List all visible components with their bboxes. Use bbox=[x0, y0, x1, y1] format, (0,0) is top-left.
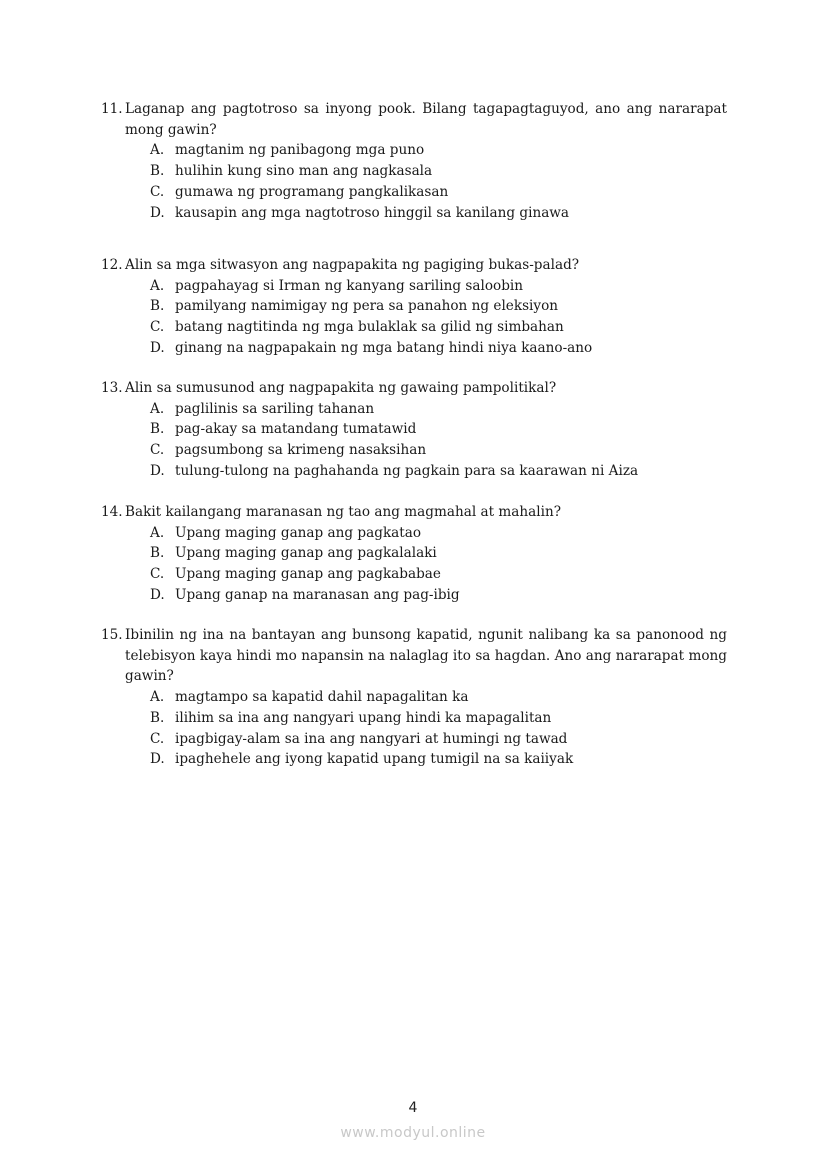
option-text: ginang na nagpapakain ng mga batang hindi niya kaano-ano bbox=[175, 339, 593, 356]
options bbox=[150, 399, 727, 482]
option-item bbox=[150, 749, 727, 770]
option-item bbox=[150, 317, 727, 338]
option-text: ipaghehele ang iyong kapatid upang tumigil na sa kaiiyak bbox=[175, 751, 574, 768]
option-letter: D. bbox=[150, 751, 165, 768]
options bbox=[150, 523, 727, 606]
option-letter: B. bbox=[150, 421, 165, 438]
question-12 bbox=[101, 255, 727, 359]
option-text: gumawa ng programang pangkalikasan bbox=[175, 183, 449, 200]
question-number: 15. bbox=[101, 627, 123, 643]
option-text: Upang ganap na maranasan ang pag-ibig bbox=[175, 586, 460, 603]
option-letter: A. bbox=[150, 689, 165, 706]
option-item bbox=[150, 523, 727, 544]
option-letter: D. bbox=[150, 586, 165, 603]
option-item bbox=[150, 182, 727, 203]
option-letter: C. bbox=[150, 566, 165, 583]
question-text: Alin sa sumusunod ang nagpapakita ng gawaing pampolitikal? bbox=[125, 380, 557, 396]
question-text: Laganap ang pagtotroso sa inyong pook. Bilang tagapagtaguyod, ano ang nararapat mong gawin? bbox=[125, 101, 727, 138]
option-item bbox=[150, 203, 727, 224]
option-text: pamilyang namimigay ng pera sa panahon ng eleksiyon bbox=[175, 298, 559, 315]
question-14 bbox=[101, 502, 727, 606]
question-number: 11. bbox=[101, 101, 123, 117]
question-text: Bakit kailangang maranasan ng tao ang magmahal at mahalin? bbox=[125, 504, 561, 520]
option-text: tulung-tulong na paghahanda ng pagkain para sa kaarawan ni Aiza bbox=[175, 462, 639, 479]
question-number: 14. bbox=[101, 504, 123, 520]
option-text: magtampo sa kapatid dahil napagalitan ka bbox=[175, 689, 469, 706]
option-letter: B. bbox=[150, 163, 165, 180]
option-item bbox=[150, 276, 727, 297]
option-item bbox=[150, 687, 727, 708]
option-letter: C. bbox=[150, 183, 165, 200]
option-text: Upang maging ganap ang pagkatao bbox=[175, 524, 422, 541]
option-item bbox=[150, 708, 727, 729]
option-letter: D. bbox=[150, 204, 165, 221]
option-item bbox=[150, 419, 727, 440]
option-letter: D. bbox=[150, 339, 165, 356]
option-text: ipagbigay-alam sa ina ang nangyari at humingi ng tawad bbox=[175, 730, 568, 747]
option-item bbox=[150, 729, 727, 750]
option-letter: C. bbox=[150, 442, 165, 459]
option-letter: B. bbox=[150, 545, 165, 562]
question-15 bbox=[101, 625, 727, 770]
option-text: pagsumbong sa krimeng nasaksihan bbox=[175, 442, 427, 459]
option-text: Upang maging ganap ang pagkababae bbox=[175, 566, 441, 583]
option-text: Upang maging ganap ang pagkalalaki bbox=[175, 545, 437, 562]
option-letter: C. bbox=[150, 730, 165, 747]
option-item bbox=[150, 461, 727, 482]
option-text: magtanim ng panibagong mga puno bbox=[175, 142, 425, 159]
option-letter: A. bbox=[150, 400, 165, 417]
option-item bbox=[150, 543, 727, 564]
option-item bbox=[150, 296, 727, 317]
question-number: 13. bbox=[101, 380, 123, 396]
option-text: hulihin kung sino man ang nagkasala bbox=[175, 163, 433, 180]
option-text: paglilinis sa sariling tahanan bbox=[175, 400, 375, 417]
question-number: 12. bbox=[101, 257, 123, 273]
option-text: batang nagtitinda ng mga bulaklak sa gilid ng simbahan bbox=[175, 319, 564, 336]
page-number: 4 bbox=[408, 1100, 418, 1116]
option-letter: A. bbox=[150, 277, 165, 294]
option-text: pagpahayag si Irman ng kanyang sariling saloobin bbox=[175, 277, 524, 294]
option-item bbox=[150, 564, 727, 585]
option-item bbox=[150, 399, 727, 420]
question-text: Ibinilin ng ina na bantayan ang bunsong kapatid, ngunit nalibang ka sa panonood ng telebisyon kaya hindi mo napansin na nalaglag ito sa hagdan. Ano ang nararapat mong gawin? bbox=[125, 627, 727, 685]
option-item bbox=[150, 440, 727, 461]
option-text: ilihim sa ina ang nangyari upang hindi ka mapagalitan bbox=[175, 709, 552, 726]
question-text: Alin sa mga sitwasyon ang nagpapakita ng pagiging bukas-palad? bbox=[125, 257, 580, 273]
options bbox=[150, 276, 727, 359]
option-item bbox=[150, 338, 727, 359]
option-text: pag-akay sa matandang tumatawid bbox=[175, 421, 417, 438]
option-letter: A. bbox=[150, 524, 165, 541]
question-11 bbox=[101, 99, 727, 223]
option-letter: B. bbox=[150, 298, 165, 315]
option-item bbox=[150, 585, 727, 606]
watermark: www.modyul.online bbox=[340, 1125, 486, 1141]
option-text: kausapin ang mga nagtotroso hinggil sa kanilang ginawa bbox=[175, 204, 570, 221]
question-13 bbox=[101, 378, 727, 482]
option-letter: B. bbox=[150, 709, 165, 726]
option-item bbox=[150, 161, 727, 182]
option-letter: C. bbox=[150, 319, 165, 336]
options bbox=[150, 687, 727, 770]
option-letter: D. bbox=[150, 462, 165, 479]
option-item bbox=[150, 140, 727, 161]
options bbox=[150, 140, 727, 223]
option-letter: A. bbox=[150, 142, 165, 159]
